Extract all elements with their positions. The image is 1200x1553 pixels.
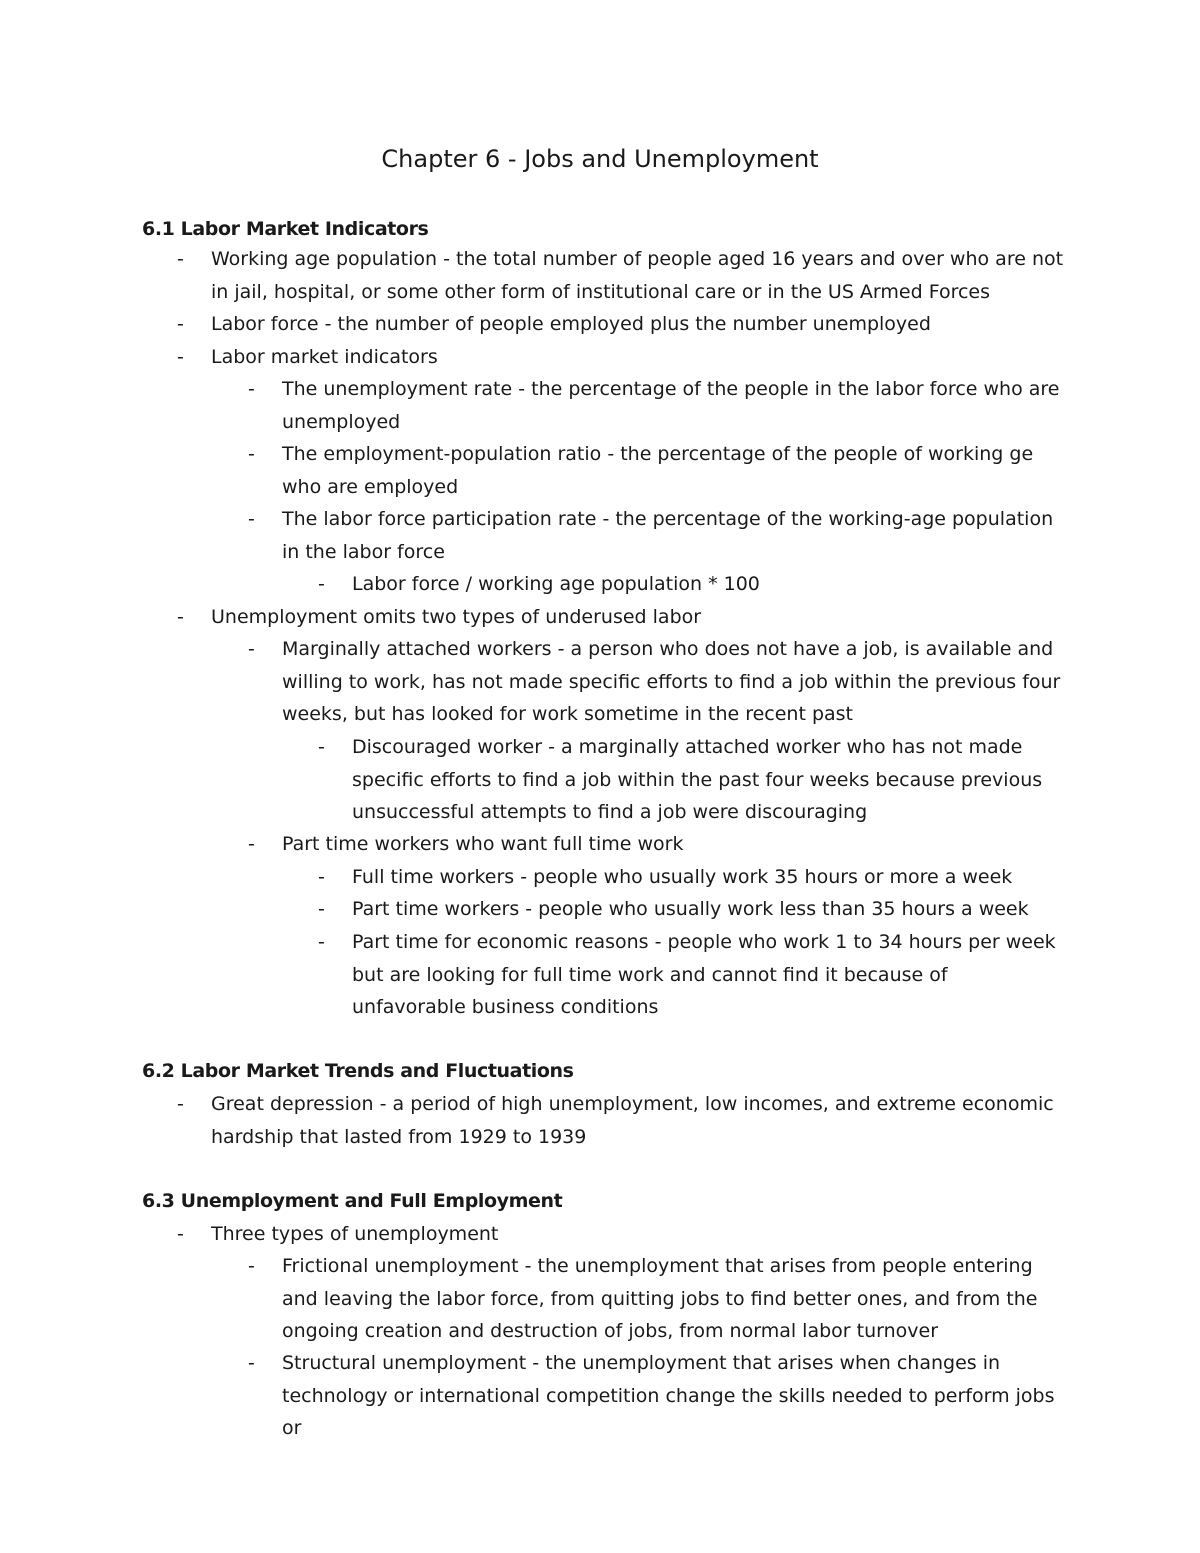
list-item [177, 308, 1071, 341]
list-item-text: Labor force / working age population * 100 [352, 573, 760, 595]
list-item-text: Discouraged worker - a marginally attached worker who has not made specific efforts to find a job within the past four weeks because previous unsuccessful attempts to find a job were discouraging [352, 736, 1043, 824]
bullet-dash: - [248, 833, 255, 855]
bullet-dash: - [177, 606, 184, 628]
list-item [248, 438, 1062, 503]
list-item-text: Part time workers - people who usually work less than 35 hours a week [352, 898, 1029, 920]
bullet-dash: - [248, 1352, 255, 1374]
list-item [248, 633, 1062, 731]
list-item [248, 1250, 1062, 1348]
section-heading-6-2: 6.2 Labor Market Trends and Fluctuations [142, 1060, 574, 1082]
list-item [177, 1218, 1071, 1251]
list-item [318, 861, 1062, 894]
list-item-text: Great depression - a period of high unemployment, low incomes, and extreme economic hardship that lasted from 1929 to 1939 [211, 1093, 1054, 1148]
list-item [177, 601, 1071, 634]
list-item-text: Working age population - the total number of people aged 16 years and over who are not in jail, hospital, or some other form of institutional care or in the US Armed Forces [211, 248, 1064, 303]
list-item-text: Part time for economic reasons - people who work 1 to 34 hours per week but are looking for full time work and cannot find it because of unfavorable business conditions [352, 931, 1056, 1019]
list-item-text: Three types of unemployment [211, 1223, 499, 1245]
list-item-text: The employment-population ratio - the percentage of the people of working ge who are employed [282, 443, 1034, 498]
list-item [318, 893, 1062, 926]
list-item [318, 731, 1062, 829]
list-item-text: The unemployment rate - the percentage of the people in the labor force who are unemployed [282, 378, 1060, 433]
bullet-dash: - [177, 1223, 184, 1245]
list-item-text: Part time workers who want full time work [282, 833, 684, 855]
list-item-text: The labor force participation rate - the percentage of the working-age population in the labor force [282, 508, 1054, 563]
list-item [248, 373, 1062, 438]
bullet-dash: - [177, 313, 184, 335]
bullet-dash: - [318, 736, 325, 758]
bullet-dash: - [318, 573, 325, 595]
section-heading-6-3: 6.3 Unemployment and Full Employment [142, 1190, 563, 1212]
bullet-dash: - [177, 346, 184, 368]
list-item-text: Frictional unemployment - the unemployment that arises from people entering and leaving the labor force, from quitting jobs to find better ones, and from the ongoing creation and destruction of jobs, from normal labor turnover [282, 1255, 1038, 1343]
list-item [318, 926, 1062, 1024]
bullet-dash: - [177, 248, 184, 270]
list-item [248, 1347, 1062, 1445]
list-item [248, 828, 1062, 861]
section-heading-6-1: 6.1 Labor Market Indicators [142, 218, 429, 240]
bullet-dash: - [248, 1255, 255, 1277]
list-item-text: Full time workers - people who usually work 35 hours or more a week [352, 866, 1013, 888]
bullet-dash: - [318, 931, 325, 953]
list-item-text: Marginally attached workers - a person who does not have a job, is available and willing to work, has not made specific efforts to find a job within the previous four weeks, but has looked for work sometime in the recent past [282, 638, 1061, 726]
page-title: Chapter 6 - Jobs and Unemployment [381, 145, 819, 173]
list-item [248, 503, 1062, 568]
list-item [177, 1088, 1071, 1153]
list-item [177, 341, 1071, 374]
bullet-dash: - [248, 638, 255, 660]
list-item-text: Structural unemployment - the unemployment that arises when changes in technology or international competition change the skills needed to perform jobs or [282, 1352, 1055, 1440]
list-item-text: Unemployment omits two types of underused labor [211, 606, 702, 628]
bullet-dash: - [318, 898, 325, 920]
bullet-dash: - [177, 1093, 184, 1115]
bullet-dash: - [318, 866, 325, 888]
list-item [177, 243, 1071, 308]
bullet-dash: - [248, 378, 255, 400]
list-item-text: Labor market indicators [211, 346, 438, 368]
bullet-dash: - [248, 508, 255, 530]
list-item-text: Labor force - the number of people employed plus the number unemployed [211, 313, 931, 335]
bullet-dash: - [248, 443, 255, 465]
list-item [318, 568, 1062, 601]
